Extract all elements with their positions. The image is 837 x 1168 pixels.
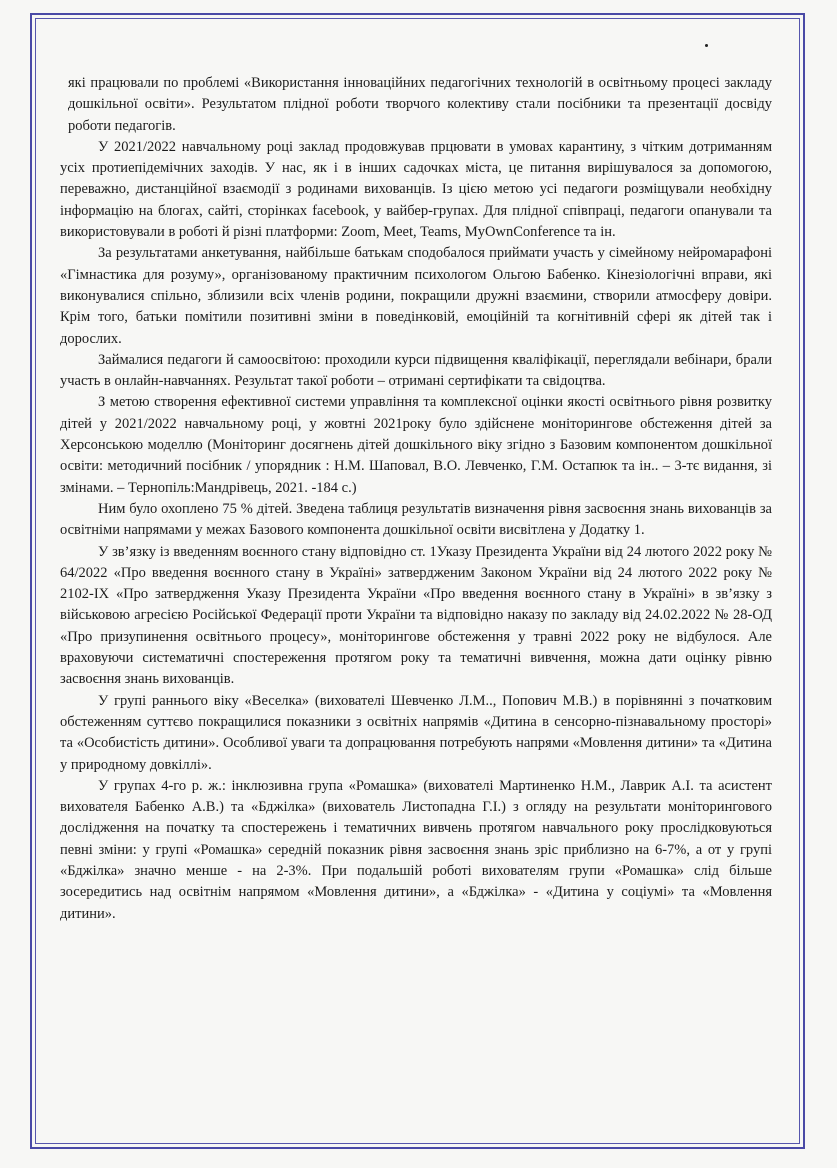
paragraph-self-education: Займалися педагоги й самоосвітою: проходили курси підвищення кваліфікації, переглядали вебінари, брали участь в онлайн-навчаннях. Результат такої роботи – отримані сертифікати та свідоцтва. — [60, 351, 772, 390]
paragraph-martial-law: У зв’язку із введенням воєнного стану відповідно ст. 1Указу Президента України від 24 лютого 2022 року № 64/2022 «Про введення воєнного стану в Україні» затвердженим Законом України від 24 лютого 2022 року № 2102-IX «Про затвердження Указу Президента України «Про введення воєнного стану в Україні» в зв’язку з військовою агресією Російської Федерації проти України та відповідно наказу по закладу від 24.02.2022 № 28-ОД «Про призупинення освітнього процесу», моніторингове обстеження у травні 2022 року не відбулося. Але враховуючи систематичні спостереження протягом року та тематичні вивчення, можна дати оцінку рівню засвоєння знань вихованців. — [60, 543, 772, 688]
paragraph-quarantine: У 2021/2022 навчальному році заклад продовжував прцювати в умовах карантину, з чітким дотриманням усіх протиепідемічних заходів. У нас, як і в інших садочках міста, це питання вирішувалося за допомогою, переважно, дистанційної взаємодії з родинами вихованців. Із цією метою усі педагоги розміщували необхідну інформацію на блогах, сайті, сторінках facebook, у вайбер-групах. Для плідної співпраці, педагоги опанували та використовували в роботі й різні платформи: Zoom, Meet, Teams, MyOwnConference та ін. — [60, 138, 772, 241]
paragraph-monitoring: З метою створення ефективної системи управління та комплексної оцінки якості освітнього рівня розвитку дітей у 2021/2022 навчальному році, у жовтні 2021року було здійснене моніторингове обстеження дітей за Херсонською моделлю (Моніторинг досягнень дітей дошкільного віку згідно з Базовим компонентом дошкільної освіти: методичний посібник / упорядник : Н.М. Шаповал, В.О. Левченко, Г.М. Остапюк та ін.. – 3-тє видання, зі змінами. – Тернопіль:Мандрівець, 2021. -184 с.) — [60, 394, 772, 496]
paragraph-survey: За результатами анкетування, найбільше батькам сподобалося приймати участь у сімейному нейромарафоні «Гімнастика для розуму», організованому практичним психологом Ольгою Бабенко. Кінезіологічні вправи, які виконувалися спільно, зблизили всіх членів родини, покращили дружні взаємини, створили атмосферу довіри. Крім того, батьки помітили позитивні зміни в поведінковій, емоційній та когнітивній сфері як дітей так і дорослих. — [60, 245, 772, 347]
paragraph-4th-year-groups: У групах 4-го р. ж.: інклюзивна група «Ромашка» (вихователі Мартиненко Н.М., Лаврик А.І. та асистент вихователя Бабенко А.В.) та «Бджілка» (вихователь Листопадна Г.І.) з огляду на результати моніторингового дослідження на початку та спостережень і тематичних вивчень протягом навчального року прослідковуються певні зміни: у групі «Ромашка» середній показник рівня засвоєння знань зріс приблизно на 6-7%, а от у групі «Бджілка» значно менше - на 2-3%. При подальшій роботі вихователям групи «Ромашка» слід більше зосередитись над освітнім напрямом «Мовлення дитини», а «Бджілка» - «Дитина у соціумі» та «Мовлення дитини». — [60, 777, 772, 922]
document-body — [60, 73, 772, 925]
scan-speck — [705, 44, 708, 47]
paragraph-coverage: Ним було охоплено 75 % дітей. Зведена таблиця результатів визначення рівня засвоєння знань вихованців за освітніми напрямами у межах Базового компонента дошкільної освіти висвітлена у Додатку 1. — [60, 500, 772, 539]
paragraph-continuation: які працювали по проблемі «Використання інноваційних педагогічних технологій в освітньому процесі закладу дошкільної освіти». Результатом плідної роботи творчого колективу стали посібники та презентації досвіду роботи педагогів. — [68, 75, 772, 134]
paragraph-early-age-group: У групі раннього віку «Веселка» (вихователі Шевченко Л.М.., Попович М.В.) в порівнянні з початковим обстеженням суттєво покращилися показники з освітніх напрямів «Дитина в сенсорно-пізнавальному просторі» та «Особистість дитини». Особливої уваги та допрацювання потребують напрями «Мовлення дитини» та «Дитина у природному довкіллі». — [60, 692, 772, 773]
